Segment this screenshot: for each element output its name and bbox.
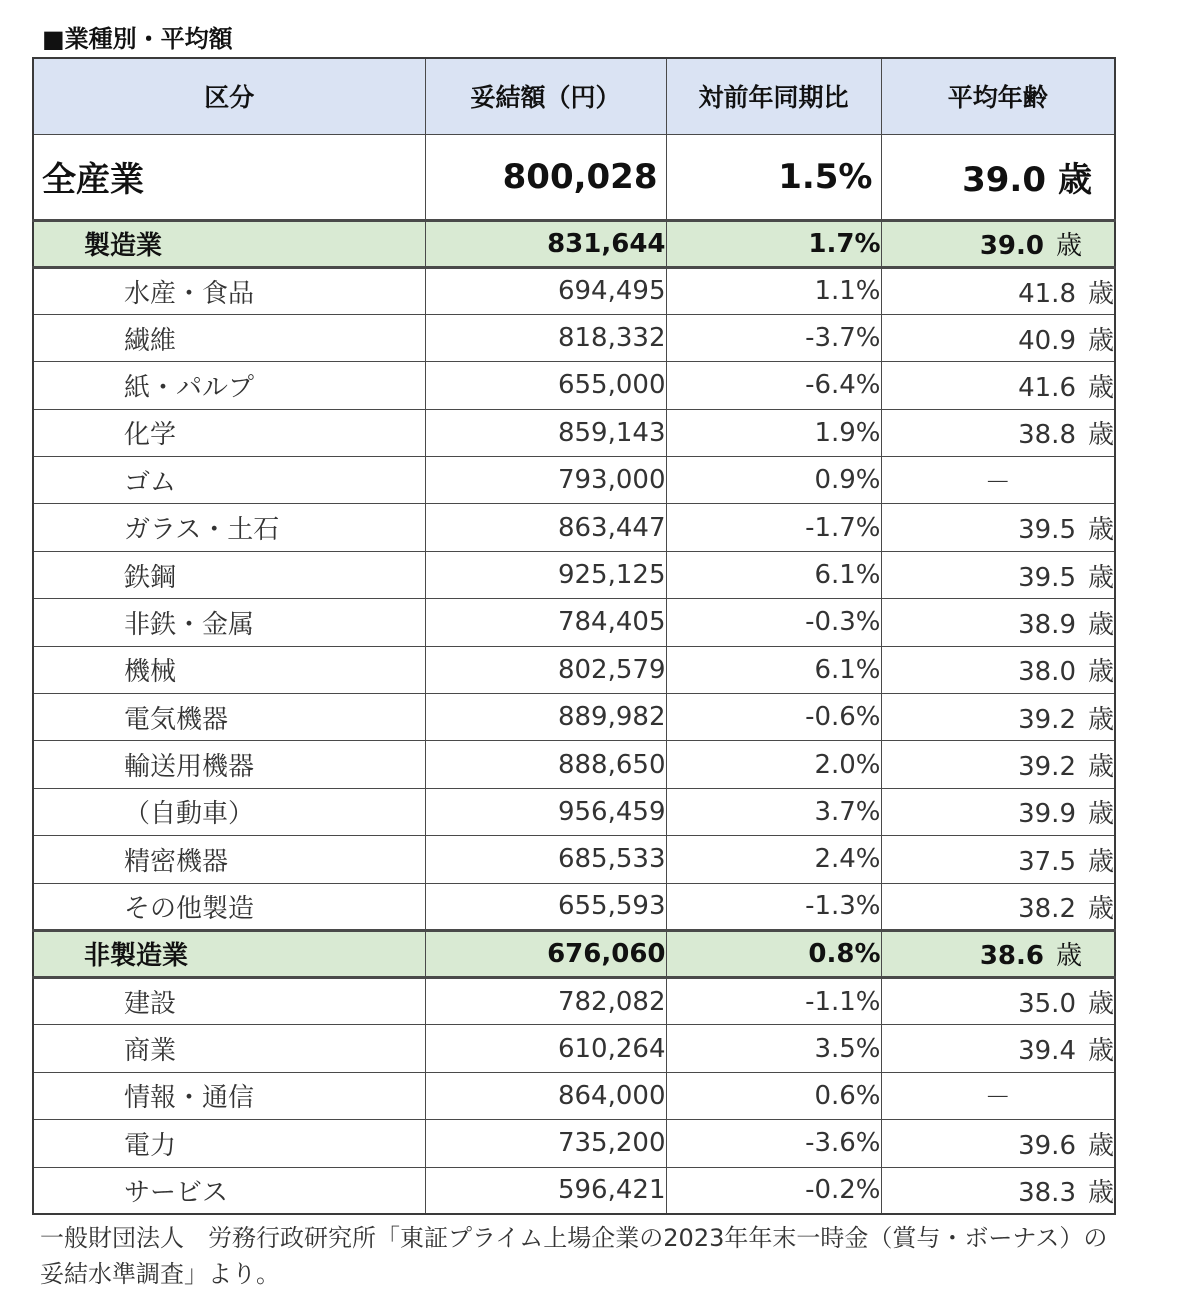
- age-unit: 歳: [1087, 989, 1114, 1020]
- age-value: 39.9: [1018, 799, 1076, 830]
- average-age-cell: [881, 267, 1115, 314]
- table-row: [33, 551, 1115, 598]
- header-yoy-change: 対前年同期比: [666, 58, 881, 134]
- age-value: 39.6: [1018, 1130, 1076, 1161]
- age-unit: 歳: [1087, 752, 1114, 783]
- age-value: 39.2: [1018, 752, 1076, 783]
- age-unit: 歳: [1087, 1177, 1114, 1208]
- average-age-cell: [881, 646, 1115, 693]
- age-value: 38.9: [1018, 609, 1076, 640]
- average-age-cell: [881, 134, 1115, 220]
- header-amount: 妥結額（円）: [425, 58, 666, 134]
- age-unit: 歳: [1087, 799, 1114, 830]
- yoy-change-cell: 6.1%: [666, 551, 881, 598]
- average-age-cell: [881, 362, 1115, 409]
- average-age-cell: [881, 788, 1115, 835]
- category-cell: 製造業: [33, 220, 425, 267]
- average-age-cell: [881, 836, 1115, 883]
- age-value: 39.0: [962, 160, 1046, 200]
- yoy-change-cell: 3.7%: [666, 788, 881, 835]
- yoy-change-cell: 2.4%: [666, 836, 881, 883]
- table-row: [33, 362, 1115, 409]
- table-row: [33, 646, 1115, 693]
- age-unit: 歳: [1087, 893, 1114, 924]
- amount-cell: 596,421: [425, 1167, 666, 1214]
- amount-cell: 956,459: [425, 788, 666, 835]
- category-cell: その他製造: [33, 883, 425, 930]
- source-note: 一般財団法人 労務行政研究所「東証プライム上場企業の2023年年末一時金（賞与・ボーナス）の妥結水準調査」より。: [40, 1224, 1108, 1288]
- yoy-change-cell: 1.1%: [666, 267, 881, 314]
- table-row: [33, 1072, 1115, 1119]
- total-row: [33, 134, 1115, 220]
- yoy-change-cell: -0.2%: [666, 1167, 881, 1214]
- age-unit: 歳: [1087, 657, 1114, 688]
- yoy-change-cell: -6.4%: [666, 362, 881, 409]
- amount-cell: 863,447: [425, 504, 666, 551]
- subtotal-row: [33, 930, 1115, 977]
- age-unit: 歳: [1087, 278, 1114, 309]
- age-unit: 歳: [1087, 562, 1114, 593]
- average-age-cell: [881, 504, 1115, 551]
- age-unit: 歳: [1087, 1036, 1114, 1067]
- category-cell: 情報・通信: [33, 1072, 425, 1119]
- table-row: [33, 836, 1115, 883]
- age-unit: 歳: [1055, 941, 1082, 972]
- age-unit: 歳: [1087, 609, 1114, 640]
- age-value: 37.5: [1018, 846, 1076, 877]
- table-row: [33, 741, 1115, 788]
- amount-cell: 888,650: [425, 741, 666, 788]
- amount-cell: 685,533: [425, 836, 666, 883]
- average-age-cell: [881, 551, 1115, 598]
- age-unit: 歳: [1087, 372, 1114, 403]
- amount-cell: 802,579: [425, 646, 666, 693]
- age-value: 38.3: [1018, 1177, 1076, 1208]
- category-cell: （自動車）: [33, 788, 425, 835]
- amount-cell: 694,495: [425, 267, 666, 314]
- yoy-change-cell: -0.3%: [666, 599, 881, 646]
- amount-cell: 676,060: [425, 930, 666, 977]
- bonus-by-industry-table: [32, 57, 1116, 1215]
- subtotal-row: [33, 220, 1115, 267]
- header-average-age: 平均年齢: [881, 58, 1115, 134]
- amount-cell: 655,593: [425, 883, 666, 930]
- category-cell: 鉄鋼: [33, 551, 425, 598]
- category-cell: 水産・食品: [33, 267, 425, 314]
- age-value: 38.8: [1018, 420, 1076, 451]
- category-cell: 全産業: [33, 134, 425, 220]
- age-unit: 歳: [1087, 1130, 1114, 1161]
- table-row: [33, 694, 1115, 741]
- category-cell: 商業: [33, 1025, 425, 1072]
- average-age-cell: [881, 977, 1115, 1024]
- yoy-change-cell: 1.5%: [666, 134, 881, 220]
- age-value: 39.0: [979, 231, 1044, 261]
- age-unit: 歳: [1087, 846, 1114, 877]
- table-row: [33, 1167, 1115, 1214]
- amount-cell: 831,644: [425, 220, 666, 267]
- average-age-cell: [881, 1072, 1115, 1119]
- header-category: 区分: [33, 58, 425, 134]
- category-cell: 化学: [33, 409, 425, 456]
- age-value: 40.9: [1018, 325, 1076, 356]
- table-row: [33, 1120, 1115, 1167]
- table-row: [33, 599, 1115, 646]
- yoy-change-cell: 0.8%: [666, 930, 881, 977]
- average-age-cell: [881, 930, 1115, 977]
- yoy-change-cell: 0.9%: [666, 457, 881, 504]
- age-unit: 歳: [1055, 231, 1082, 261]
- category-cell: 電気機器: [33, 694, 425, 741]
- age-value: 39.2: [1018, 704, 1076, 735]
- average-age-cell: [881, 694, 1115, 741]
- amount-cell: 782,082: [425, 977, 666, 1024]
- table-row: [33, 504, 1115, 551]
- table-row: [33, 267, 1115, 314]
- age-value: 38.2: [1018, 893, 1076, 924]
- category-cell: 電力: [33, 1120, 425, 1167]
- yoy-change-cell: 6.1%: [666, 646, 881, 693]
- table-caption: ■業種別・平均額: [42, 25, 233, 53]
- yoy-change-cell: 0.6%: [666, 1072, 881, 1119]
- category-cell: 精密機器: [33, 836, 425, 883]
- category-cell: 機械: [33, 646, 425, 693]
- amount-cell: 859,143: [425, 409, 666, 456]
- yoy-change-cell: 3.5%: [666, 1025, 881, 1072]
- amount-cell: 889,982: [425, 694, 666, 741]
- average-age-cell: [881, 457, 1115, 504]
- age-unit: 歳: [1087, 325, 1114, 356]
- average-age-cell: [881, 741, 1115, 788]
- average-age-cell: [881, 314, 1115, 361]
- category-cell: 建設: [33, 977, 425, 1024]
- category-cell: ゴム: [33, 457, 425, 504]
- table-row: [33, 314, 1115, 361]
- age-value: 41.8: [1018, 278, 1076, 309]
- amount-cell: 655,000: [425, 362, 666, 409]
- table-row: [33, 977, 1115, 1024]
- table-row: [33, 457, 1115, 504]
- table-body: [33, 134, 1115, 1214]
- table-row: [33, 883, 1115, 930]
- table-row: [33, 1025, 1115, 1072]
- category-cell: 繊維: [33, 314, 425, 361]
- yoy-change-cell: 1.9%: [666, 409, 881, 456]
- age-unit: 歳: [1087, 515, 1114, 546]
- amount-cell: 784,405: [425, 599, 666, 646]
- age-unit: 歳: [1058, 160, 1092, 200]
- category-cell: 輸送用機器: [33, 741, 425, 788]
- average-age-cell: [881, 1167, 1115, 1214]
- yoy-change-cell: -0.6%: [666, 694, 881, 741]
- yoy-change-cell: -1.1%: [666, 977, 881, 1024]
- amount-cell: 925,125: [425, 551, 666, 598]
- amount-cell: 818,332: [425, 314, 666, 361]
- table-header-row: [33, 58, 1115, 134]
- yoy-change-cell: 1.7%: [666, 220, 881, 267]
- age-value: 39.4: [1018, 1036, 1076, 1067]
- yoy-change-cell: -1.3%: [666, 883, 881, 930]
- average-age-cell: [881, 409, 1115, 456]
- age-value: 35.0: [1018, 989, 1076, 1020]
- age-value: 39.5: [1018, 515, 1076, 546]
- category-cell: 紙・パルプ: [33, 362, 425, 409]
- average-age-cell: [881, 883, 1115, 930]
- age-value: 39.5: [1018, 562, 1076, 593]
- category-cell: サービス: [33, 1167, 425, 1214]
- age-value: 41.6: [1018, 372, 1076, 403]
- yoy-change-cell: -1.7%: [666, 504, 881, 551]
- age-unit: 歳: [1087, 420, 1114, 451]
- average-age-cell: [881, 599, 1115, 646]
- amount-cell: 800,028: [425, 134, 666, 220]
- amount-cell: 735,200: [425, 1120, 666, 1167]
- amount-cell: 793,000: [425, 457, 666, 504]
- yoy-change-cell: -3.6%: [666, 1120, 881, 1167]
- age-value: 38.0: [1018, 657, 1076, 688]
- category-cell: 非製造業: [33, 930, 425, 977]
- amount-cell: 864,000: [425, 1072, 666, 1119]
- amount-cell: 610,264: [425, 1025, 666, 1072]
- average-age-cell: [881, 220, 1115, 267]
- yoy-change-cell: 2.0%: [666, 741, 881, 788]
- average-age-cell: [881, 1120, 1115, 1167]
- age-value: 38.6: [979, 941, 1044, 972]
- category-cell: 非鉄・金属: [33, 599, 425, 646]
- age-value: －: [984, 467, 1011, 498]
- average-age-cell: [881, 1025, 1115, 1072]
- age-unit: 歳: [1087, 704, 1114, 735]
- age-value: －: [984, 1083, 1011, 1114]
- category-cell: ガラス・土石: [33, 504, 425, 551]
- yoy-change-cell: -3.7%: [666, 314, 881, 361]
- table-row: [33, 788, 1115, 835]
- table-row: [33, 409, 1115, 456]
